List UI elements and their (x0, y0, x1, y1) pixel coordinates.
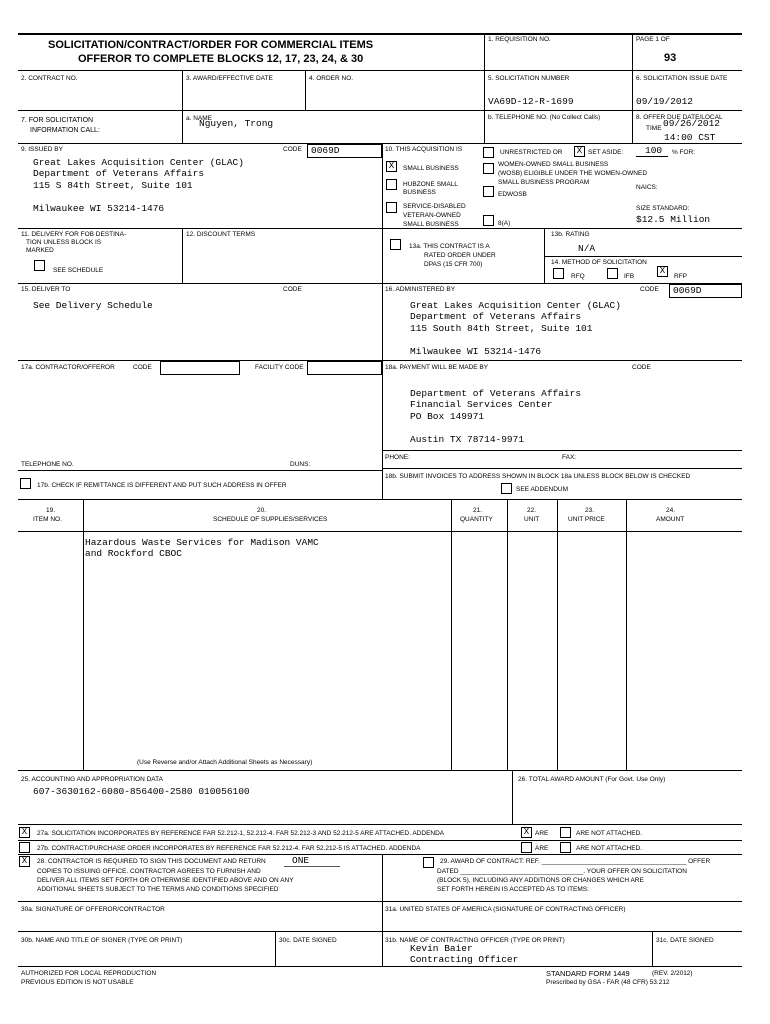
form-title-line1: SOLICITATION/CONTRACT/ORDER FOR COMMERCIAL ITEMS (48, 39, 374, 51)
see-schedule-label: SEE SCHEDULE (53, 267, 104, 274)
solicitation-number-label: 5. SOLICITATION NUMBER (488, 75, 570, 82)
percent-for-label: % FOR: (672, 149, 696, 156)
wosb-label-2: (WOSB) ELIGIBLE UNDER THE WOMEN-OWNED (498, 170, 648, 177)
small-business-label: SMALL BUSINESS (403, 165, 459, 172)
unrestricted-label: UNRESTRICTED OR (500, 149, 563, 156)
due-time-label: TIME (646, 125, 662, 132)
administered-by-code-label: CODE (640, 286, 659, 293)
telephone-no-label: TELEPHONE NO. (21, 461, 74, 468)
form-title-line2: OFFEROR TO COMPLETE BLOCKS 12, 17, 23, 24, & 30 (78, 53, 364, 65)
reverse-note: (Use Reverse and/or Attach Additional Sheets as Necessary) (137, 759, 313, 766)
col-23-num: 23. (585, 507, 595, 514)
size-standard-label: SIZE STANDARD: (636, 205, 690, 212)
col-20-num: 20. (257, 507, 267, 514)
small-business-checkbox[interactable]: X (386, 161, 397, 172)
27b-text: 27b. CONTRACT/PURCHASE ORDER INCORPORATES BY REFERENCE FAR 52.212-4. FAR 52.212-5 IS ATTACHED. ADDENDA (37, 845, 421, 852)
col-19-num: 19. (46, 507, 56, 514)
issued-by-label: 9. ISSUED BY (21, 146, 63, 153)
sdvosb-label-3: SMALL BUSINESS (403, 221, 459, 228)
8a-checkbox[interactable] (483, 215, 494, 226)
administered-by-label: 16. ADMINISTERED BY (385, 286, 456, 293)
hubzone-label-2: BUSINESS (403, 189, 436, 196)
fob-label-3: MARKED (26, 247, 54, 254)
27b-are-label: ARE (535, 845, 549, 852)
accounting-data: 607-3630162-6080-856400-2580 010056100 (33, 786, 250, 797)
accounting-label: 25. ACCOUNTING AND APPROPRIATION DATA (21, 776, 163, 783)
deliver-to-text: See Delivery Schedule (33, 300, 153, 311)
27a-are-label: ARE (535, 830, 549, 837)
col-schedule: SCHEDULE OF SUPPLIES/SERVICES (213, 516, 328, 523)
see-schedule-checkbox[interactable] (34, 260, 45, 271)
28-text-3: DELIVER ALL ITEMS SET FORTH OR OTHERWISE IDENTIFIED ABOVE AND ON ANY (37, 877, 294, 884)
sig-30a-label: 30a. SIGNATURE OF OFFEROR/CONTRACTOR (21, 906, 165, 913)
deliver-to-code-label: CODE (283, 286, 302, 293)
ifb-checkbox[interactable] (607, 268, 618, 279)
hubzone-checkbox[interactable] (386, 179, 397, 190)
col-unit-price: UNIT PRICE (568, 516, 605, 523)
due-date[interactable]: 09/26/2012 (663, 118, 721, 129)
for-info-label-2: INFORMATION CALL: (30, 127, 100, 134)
rfp-checkbox[interactable]: X (657, 266, 668, 277)
rated-order-label-3: DPAS (15 CFR 700) (424, 261, 483, 268)
footer-previous-edition: PREVIOUS EDITION IS NOT USABLE (21, 979, 134, 986)
col-24-num: 24. (666, 507, 676, 514)
28-text-2: COPIES TO ISSUING OFFICE. CONTRACTOR AGREES TO FURNISH AND (37, 868, 261, 875)
footer-revision: (REV. 2/2012) (652, 970, 693, 977)
total-award-label: 26. TOTAL AWARD AMOUNT (For Govt. Use Only) (518, 776, 666, 783)
29-text-2: DATED __________________________________. YOUR OFFER ON SOLICITATION (437, 868, 687, 875)
deliver-to-label: 15. DELIVER TO (21, 286, 71, 293)
contact-name-label: a. NAME (186, 115, 213, 122)
fax-label: FAX: (562, 454, 577, 461)
ifb-label: IFB (624, 273, 635, 280)
wosb-checkbox[interactable] (483, 163, 494, 174)
officer-name: Kevin Baier (410, 943, 473, 954)
29-text-3: (BLOCK 5), INCLUDING ANY ADDITIONS OR CHANGES WHICH ARE (437, 877, 644, 884)
28-copies[interactable]: ONE (292, 855, 310, 866)
page-count: 93 (664, 52, 677, 64)
facility-code-label: FACILITY CODE (255, 364, 304, 371)
contact-name[interactable]: Nguyen, Trong (199, 118, 274, 129)
submit-invoices-label: 18b. SUBMIT INVOICES TO ADDRESS SHOWN IN BLOCK 18a UNLESS BLOCK BELOW IS CHECKED (385, 473, 691, 480)
29-text-1: 29. AWARD OF CONTRACT: REF. ________________________________________ OFFER (440, 858, 711, 865)
requisition-label: 1. REQUISITION NO. (488, 36, 551, 43)
col-21-num: 21. (473, 507, 483, 514)
remittance-label: 17b. CHECK IF REMITTANCE IS DIFFERENT AND PUT SUCH ADDRESS IN OFFER (37, 482, 287, 489)
acquisition-label: 10. THIS ACQUISITION IS (385, 146, 463, 153)
issue-date-label: 6. SOLICITATION ISSUE DATE (636, 75, 728, 82)
27a-text: 27a. SOLICITATION INCORPORATES BY REFERENCE FAR 52.212-1, 52.212-4. FAR 52.212-3 AND 52.212-5 ARE ATTACHED. ADDENDA (37, 830, 445, 837)
8a-label: 8(A) (498, 220, 511, 227)
discount-terms-label: 12. DISCOUNT TERMS (186, 231, 256, 238)
col-unit: UNIT (524, 516, 540, 523)
payment-label: 18a. PAYMENT WILL BE MADE BY (385, 364, 489, 371)
sig-31c-label: 31c. DATE SIGNED (656, 937, 714, 944)
phone-label: PHONE: (385, 454, 410, 461)
27b-are-checkbox[interactable] (521, 842, 532, 853)
fob-label-2: TION UNLESS BLOCK IS (26, 239, 102, 246)
due-date-label: 8. OFFER DUE DATE/LOCAL (636, 114, 723, 121)
wosb-label-3: SMALL BUSINESS PROGRAM (498, 179, 590, 186)
sdvosb-label-2: VETERAN-OWNED (403, 212, 461, 219)
administered-by-code[interactable]: 0069D (673, 285, 702, 296)
addendum-label: SEE ADDENDUM (516, 486, 569, 493)
edwosb-label: EDWOSB (498, 191, 527, 198)
issued-by-address: Great Lakes Acquisition Center (GLAC) Department of Veterans Affairs 115 S 84th Street, Suite 101 Milwaukee WI 53214-1476 (33, 157, 244, 214)
unrestricted-checkbox[interactable] (483, 147, 494, 158)
payment-code-label: CODE (632, 364, 651, 371)
set-aside-label: SET ASIDE: (588, 149, 624, 156)
sig-30b-label: 30b. NAME AND TITLE OF SIGNER (TYPE OR PRINT) (21, 937, 183, 944)
27a-are-not-label: ARE NOT ATTACHED. (576, 830, 643, 837)
facility-code-field[interactable] (307, 361, 382, 375)
hubzone-label: HUBZONE SMALL (403, 181, 458, 188)
28-text-4: ADDITIONAL SHEETS SUBJECT TO THE TERMS AND CONDITIONS SPECIFIED (37, 886, 279, 893)
telephone-label: b. TELEPHONE NO. (No Collect Calls) (488, 114, 601, 121)
rated-order-label: 13a. THIS CONTRACT IS A (409, 243, 490, 250)
col-item-no: ITEM NO. (33, 516, 62, 523)
28-checkbox[interactable]: X (19, 856, 30, 867)
due-time[interactable]: 14:00 CST (664, 132, 716, 143)
schedule-item-description: Hazardous Waste Services for Madison VAMC and Rockford CBOC (85, 537, 319, 560)
page-label: PAGE 1 OF (636, 36, 670, 43)
rated-order-checkbox[interactable] (390, 239, 401, 250)
rfq-checkbox[interactable] (553, 268, 564, 279)
27a-are-not-checkbox[interactable] (560, 827, 571, 838)
27a-checkbox[interactable]: X (19, 827, 30, 838)
set-aside-checkbox[interactable]: X (574, 146, 585, 157)
contract-no-label: 2. CONTRACT NO. (21, 75, 78, 82)
contractor-code-label: CODE (133, 364, 152, 371)
col-quantity: QUANTITY (460, 516, 493, 523)
naics-label: NAICS: (636, 184, 658, 191)
footer-authorized: AUTHORIZED FOR LOCAL REPRODUCTION (21, 970, 157, 977)
footer-prescribed: Prescribed by GSA - FAR (48 CFR) 53.212 (546, 979, 670, 986)
remittance-checkbox[interactable] (20, 478, 31, 489)
rating-label: 13b. RATING (551, 231, 590, 238)
col-22-num: 22. (527, 507, 537, 514)
sdvosb-label: SERVICE-DISABLED (403, 203, 466, 210)
rating-value[interactable]: N/A (578, 243, 596, 254)
size-standard[interactable]: $12.5 Million (636, 214, 711, 225)
payment-address: Department of Veterans Affairs Financial Services Center PO Box 149971 Austin TX 78714-9971 (410, 388, 582, 445)
sig-31a-label: 31a. UNITED STATES OF AMERICA (SIGNATURE OF CONTRACTING OFFICER) (385, 906, 626, 913)
27a-are-checkbox[interactable]: X (521, 827, 532, 838)
sdvosb-checkbox[interactable] (386, 202, 397, 213)
28-text-1: 28. CONTRACTOR IS REQUIRED TO SIGN THIS DOCUMENT AND RETURN (37, 858, 266, 865)
set-aside-percent[interactable]: 100 (645, 145, 663, 156)
wosb-label: WOMEN-OWNED SMALL BUSINESS (498, 161, 609, 168)
29-text-4: SET FORTH HEREIN IS ACCEPTED AS TO ITEMS: (437, 886, 589, 893)
contractor-label: 17a. CONTRACTOR/OFFEROR (21, 364, 115, 371)
issued-by-code[interactable]: 0069D (311, 145, 340, 156)
col-amount: AMOUNT (656, 516, 685, 523)
edwosb-checkbox[interactable] (483, 186, 494, 197)
27b-are-not-label: ARE NOT ATTACHED. (576, 845, 643, 852)
27b-are-not-checkbox[interactable] (560, 842, 571, 853)
rfq-label: RFQ (571, 273, 585, 280)
order-no-label: 4. ORDER NO. (309, 75, 354, 82)
contractor-code-field[interactable] (160, 361, 240, 375)
rfp-label: RFP (674, 273, 687, 280)
award-date-label: 3. AWARD/EFFECTIVE DATE (186, 75, 273, 82)
rated-order-label-2: RATED ORDER UNDER (424, 252, 496, 259)
footer-form-name: STANDARD FORM 1449 (546, 969, 630, 978)
officer-title: Contracting Officer (410, 954, 519, 965)
fob-label: 11. DELIVERY FOR FOB DESTINA- (21, 231, 127, 238)
solicitation-number[interactable]: VA69D-12-R-1699 (488, 96, 574, 107)
issue-date[interactable]: 09/19/2012 (636, 96, 694, 107)
for-info-label: 7. FOR SOLICITATION (21, 117, 94, 124)
method-label: 14. METHOD OF SOLICITATION (551, 259, 647, 266)
issued-by-code-label: CODE (283, 146, 302, 153)
administered-by-address: Great Lakes Acquisition Center (GLAC) Department of Veterans Affairs 115 South 84th Street, Suite 101 Milwaukee WI 53214-1476 (410, 300, 621, 357)
sig-30c-label: 30c. DATE SIGNED (279, 937, 337, 944)
duns-label: DUNS: (290, 461, 311, 468)
addendum-checkbox[interactable] (501, 483, 512, 494)
27b-checkbox[interactable] (19, 842, 30, 853)
29-checkbox[interactable] (423, 857, 434, 868)
sig-31b-label: 31b. NAME OF CONTRACTING OFFICER (TYPE OR PRINT) (385, 937, 565, 944)
